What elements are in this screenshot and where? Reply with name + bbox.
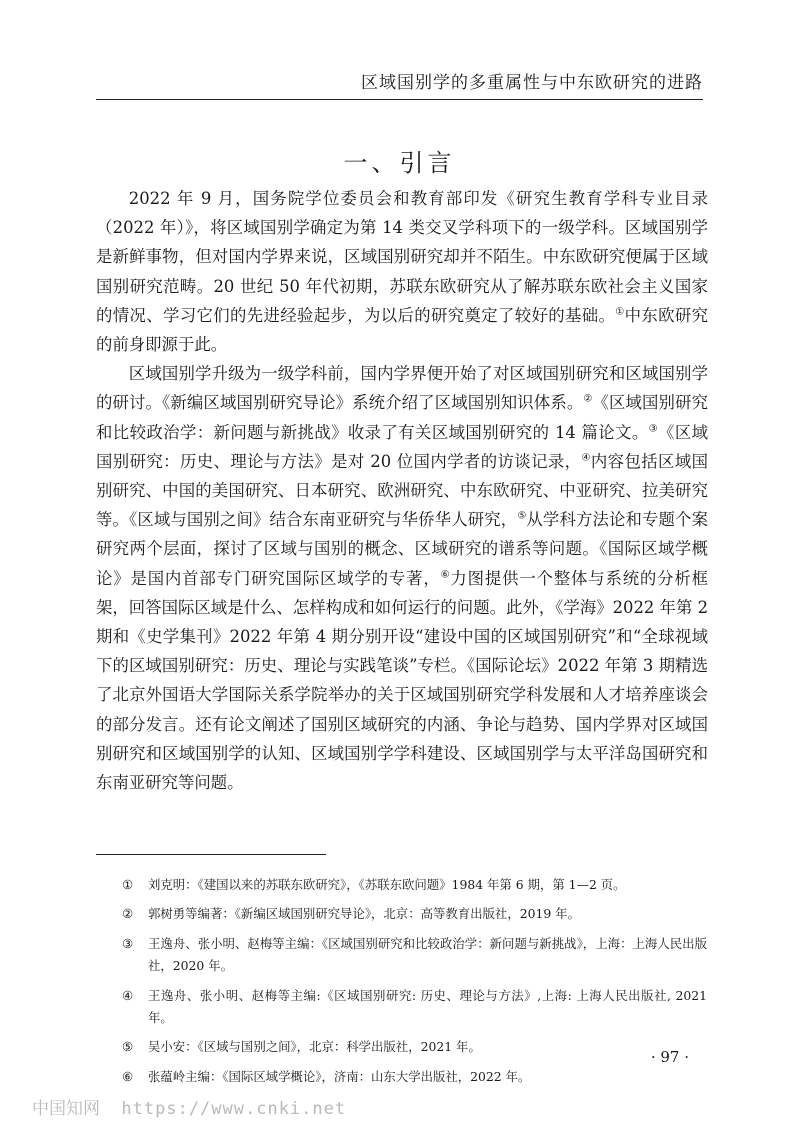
footnote-reference[interactable]: ⑤ — [517, 510, 527, 522]
footnote-text: 王逸舟、张小明、赵梅等主编：《区域国别研究和比较政治学：新问题与新挑战》，上海：上海人民出版社，2020 年。 — [148, 935, 707, 974]
footnotes — [122, 874, 707, 1095]
watermark — [32, 1094, 346, 1119]
footnote-reference[interactable]: ② — [583, 393, 593, 405]
footnote-number: ② — [122, 906, 134, 922]
page-number: · 97 · — [650, 1048, 689, 1066]
footnote-text: 刘克明：《建国以来的苏联东欧研究》，《苏联东欧问题》1984 年第 6 期，第 1—2 页。 — [148, 877, 626, 892]
footnote-text: 王逸舟、张小明、赵梅等主编:《区域国别研究: 历史、理论与方法》,上海: 上海人民出版社, 2021 年。 — [148, 987, 707, 1026]
footnote — [122, 903, 707, 925]
footnote-rule — [96, 854, 326, 855]
footnote — [122, 1036, 707, 1058]
paragraph-text: 2022 年 9 月，国务院学位委员会和教育部印发《研究生教育学科专业目录（2022 年）》，将区域国别学确定为第 14 类交叉学科项下的一级学科。区域国别学是新鲜事物，但对国内学界来说，区域国别研究却并不陌生。中东欧研究便属于区域国别研究范畴。20 世纪 50 年代初期，苏联东欧研究从了解苏联东欧社会主义国家的情况、学习它们的先进经验起步，为以后的研究奠定了较好的基础。 — [96, 189, 708, 325]
paragraph-text: 从学科方法论和专题个案研究两个层面，探讨了区域与国别的概念、区域研究的谱系等问题。《国际区域学概论》是国内首部专门研究国际区域学的专著， — [96, 510, 708, 588]
paragraph-text: 区域国别学升级为一级学科前，国内学界便开始了对区域国别研究和区域国别学的研讨。《新编区域国别研究导论》系统介绍了区域国别知识体系。 — [96, 364, 708, 413]
footnote-number: ① — [122, 877, 134, 892]
footnote-number: ⑤ — [122, 1039, 134, 1055]
footnote — [122, 1066, 707, 1088]
footnote-reference[interactable]: ① — [615, 306, 625, 318]
footnote-reference[interactable]: ④ — [581, 452, 591, 464]
footnote-text: 吴小安：《区域与国别之间》，北京：科学出版社，2021 年。 — [148, 1039, 481, 1055]
footnote — [122, 985, 707, 1030]
paragraph-text: 中东欧研究的前身即源于此。 — [96, 305, 709, 355]
body-text — [96, 184, 708, 797]
footnote-reference[interactable]: ③ — [648, 423, 659, 435]
body-paragraph — [96, 184, 708, 359]
footnote-number: ④ — [122, 987, 134, 1003]
paragraph-text: 《区域国别研究：历史、理论与方法》是对 20 位国内学者的访谈记录， — [96, 422, 709, 471]
footnote — [122, 874, 707, 896]
paragraph-text: 力图提供一个整体与系统的分析框架，回答国际区域是什么、怎样构成和如何运行的问题。此外，《学海》2022 年第 2 期和《史学集刊》2022 年第 4 期分别开设“建设中国的区域国别研究”和“全球视域下的区域国别研究：历史、理论与实践笔谈”专栏。《国际论坛》2022 年第 3 期精选了北京外国语大学国际关系学院举办的关于区域国别研究学科发展和人才培养座谈会的部分发言。还有论文阐述了国别区域研究的内涵、争论与趋势、国内学界对区域国别研究和区域国别学的认知、区域国别学学科建设、区域国别学与太平洋岛国研究和东南亚研究等问题。 — [96, 568, 709, 793]
watermark-brand: 中国知网 — [32, 1099, 100, 1119]
footnote-number: ③ — [122, 935, 134, 951]
paragraph-text: 内容包括区域国别研究、中国的美国研究、日本研究、欧洲研究、中东欧研究、中亚研究、拉美研究等。《区域与国别之间》结合东南亚研究与华侨华人研究， — [96, 451, 709, 530]
footnote-number: ⑥ — [122, 1068, 134, 1084]
footnote — [122, 933, 707, 978]
body-paragraph — [96, 359, 708, 797]
paragraph-text: 《区域国别研究和比较政治学：新问题与新挑战》收录了有关区域国别研究的 14 篇论文。 — [96, 393, 708, 442]
footnote-text: 郭树勇等编著：《新编区域国别研究导论》，北京：高等教育出版社，2019 年。 — [148, 906, 580, 922]
watermark-url: https://www.cnki.net — [121, 1099, 347, 1119]
footnote-text: 张蕴岭主编：《国际区域学概论》，济南：山东大学出版社，2022 年。 — [148, 1068, 531, 1084]
header-rule — [96, 99, 703, 100]
section-title: 一、引言 — [343, 149, 456, 177]
running-header: 区域国别学的多重属性与中东欧研究的进路 — [361, 73, 703, 93]
footnote-reference[interactable]: ⑥ — [440, 569, 451, 581]
